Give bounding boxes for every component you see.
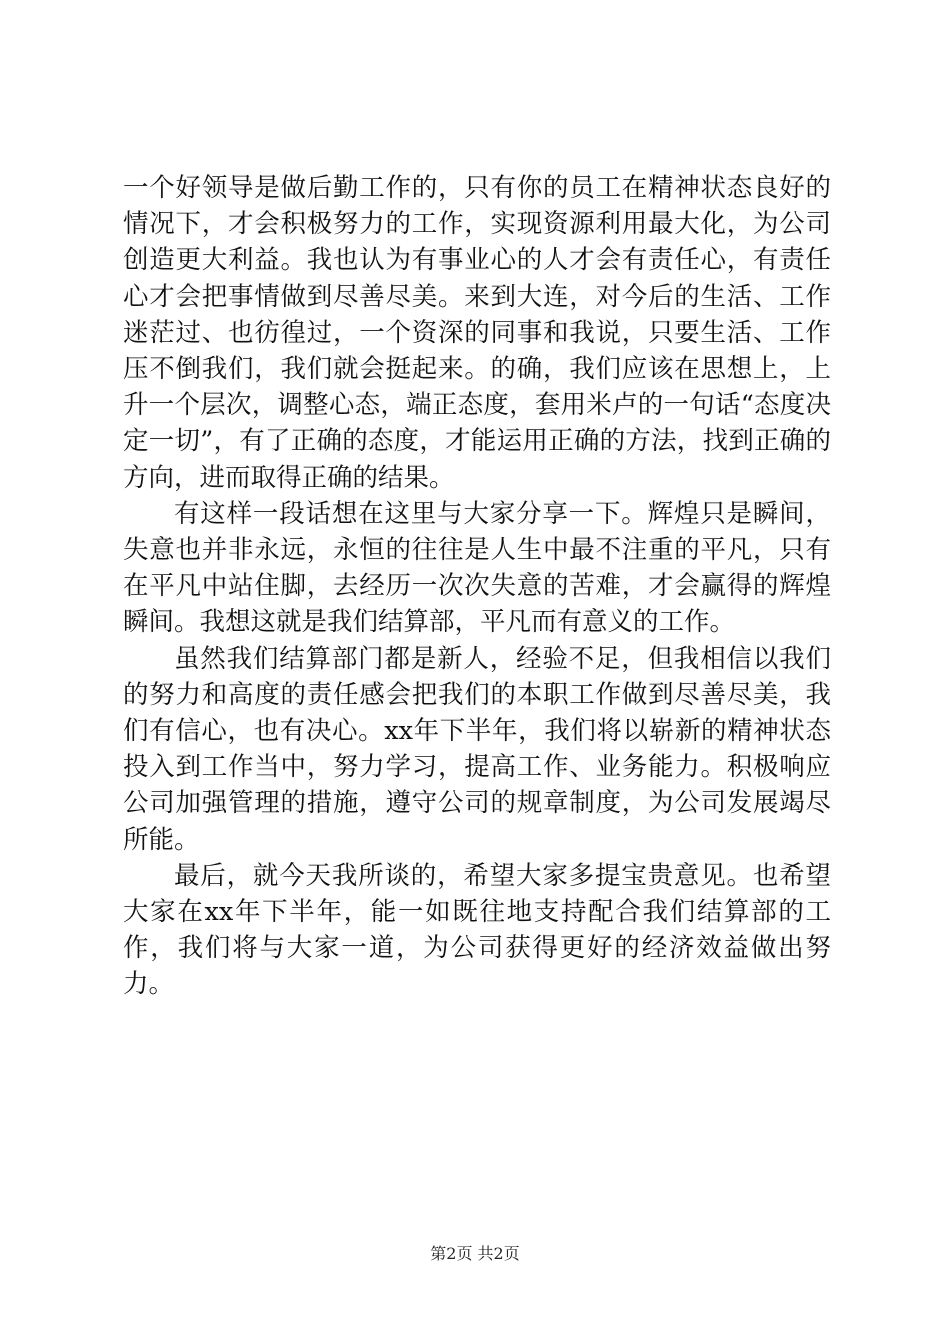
paragraph-3: 虽然我们结算部门都是新人，经验不足，但我相信以我们的努力和高度的责任感会把我们的本职工作做到尽善尽美，我们有信心，也有决心。xx年下半年，我们将以崭新的精神状态投入到工作当中，努力学习，提高工作、业务能力。积极响应公司加强管理的措施，遵守公司的规章制度，为公司发展竭尽所能。 — [123, 643, 831, 855]
paragraph-1: 一个好领导是做后勤工作的，只有你的员工在精神状态良好的情况下，才会积极努力的工作，实现资源利用最大化，为公司创造更大利益。我也认为有事业心的人才会有责任心，有责任心才会把事情做到尽善尽美。来到大连，对今后的生活、工作迷茫过、也彷徨过，一个资深的同事和我说，只要生活、工作压不倒我们，我们就会挺起来。的确，我们应该在思想上，上升一个层次，调整心态，端正态度，套用米卢的一句话“态度决定一切”，有了正确的态度，才能运用正确的方法，找到正确的方向，进而取得正确的结果。 — [123, 173, 831, 493]
paragraph-4: 最后，就今天我所谈的，希望大家多提宝贵意见。也希望大家在xx年下半年，能一如既往地支持配合我们结算部的工作，我们将与大家一道，为公司获得更好的经济效益做出努力。 — [123, 860, 831, 1000]
document-body — [123, 170, 831, 1003]
page-number-footer: 第2页 共2页 — [430, 1244, 520, 1263]
paragraph-2: 有这样一段话想在这里与大家分享一下。辉煌只是瞬间，失意也并非永远，永恒的往往是人生中最不注重的平凡，只有在平凡中站住脚，去经历一次次失意的苦难，才会赢得的辉煌瞬间。我想这就是我们结算部，平凡而有意义的工作。 — [123, 498, 831, 638]
